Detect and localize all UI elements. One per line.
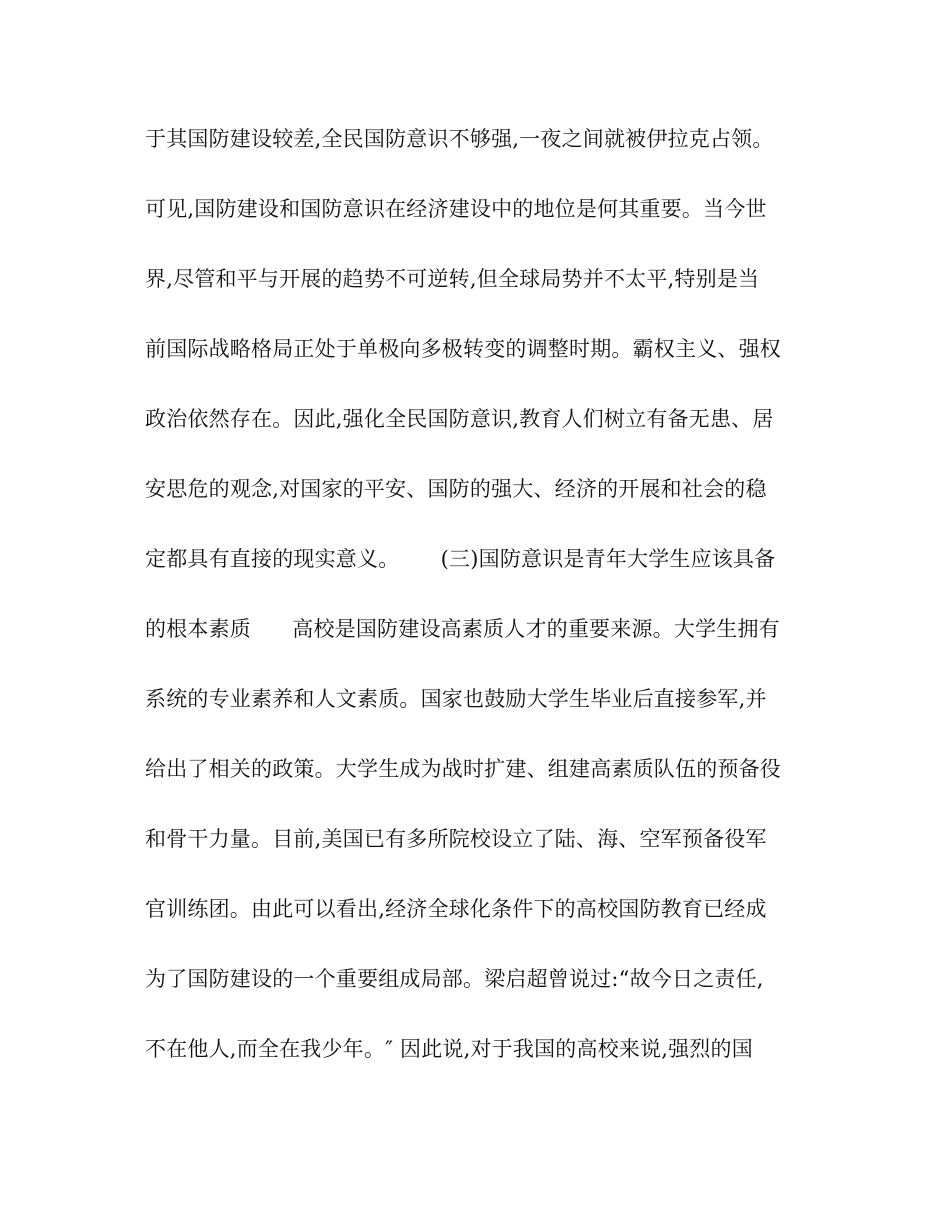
text-line: 系统的专业素养和人文素质。国家也鼓励大学生毕业后直接参军,并 bbox=[145, 687, 767, 711]
text-line: 官训练团。由此可以看出,经济全球化条件下的高校国防教育已经成 bbox=[145, 897, 767, 921]
text-line: 不在他人,而全在我少年。″ 因此说,对于我国的高校来说,强烈的国 bbox=[145, 1037, 753, 1061]
text-line: 于其国防建设较差,全民国防意识不够强,一夜之间就被伊拉克占领。 bbox=[145, 127, 774, 151]
text-line: 安思危的观念,对国家的平安、国防的强大、经济的开展和社会的稳 bbox=[145, 477, 767, 501]
text-line: 为了国防建设的一个重要组成局部。梁启超曾说过:“故今日之责任, bbox=[145, 967, 764, 991]
text-line: 政治依然存在。因此,强化全民国防意识,教育人们树立有备无患、居 bbox=[145, 407, 774, 431]
body-text bbox=[145, 121, 805, 1101]
text-line: 前国际战略格局正处于单极向多极转变的调整时期。霸权主义、强权 bbox=[145, 337, 781, 361]
text-line: 给出了相关的政策。大学生成为战时扩建、组建高素质队伍的预备役 bbox=[145, 757, 781, 781]
text-line: 可见,国防建设和国防意识在经济建设中的地位是何其重要。当今世 bbox=[145, 197, 767, 221]
text-line: 的根本素质 高校是国防建设高素质人才的重要来源。大学生拥有 bbox=[145, 617, 780, 641]
text-line: 和骨干力量。目前,美国已有多所院校设立了陆、海、空军预备役军 bbox=[145, 827, 767, 851]
text-line: 界,尽管和平与开展的趋势不可逆转,但全球局势并不太平,特别是当 bbox=[145, 267, 760, 291]
text-line: 定都具有直接的现实意义。 (三)国防意识是青年大学生应该具备 bbox=[145, 547, 776, 571]
